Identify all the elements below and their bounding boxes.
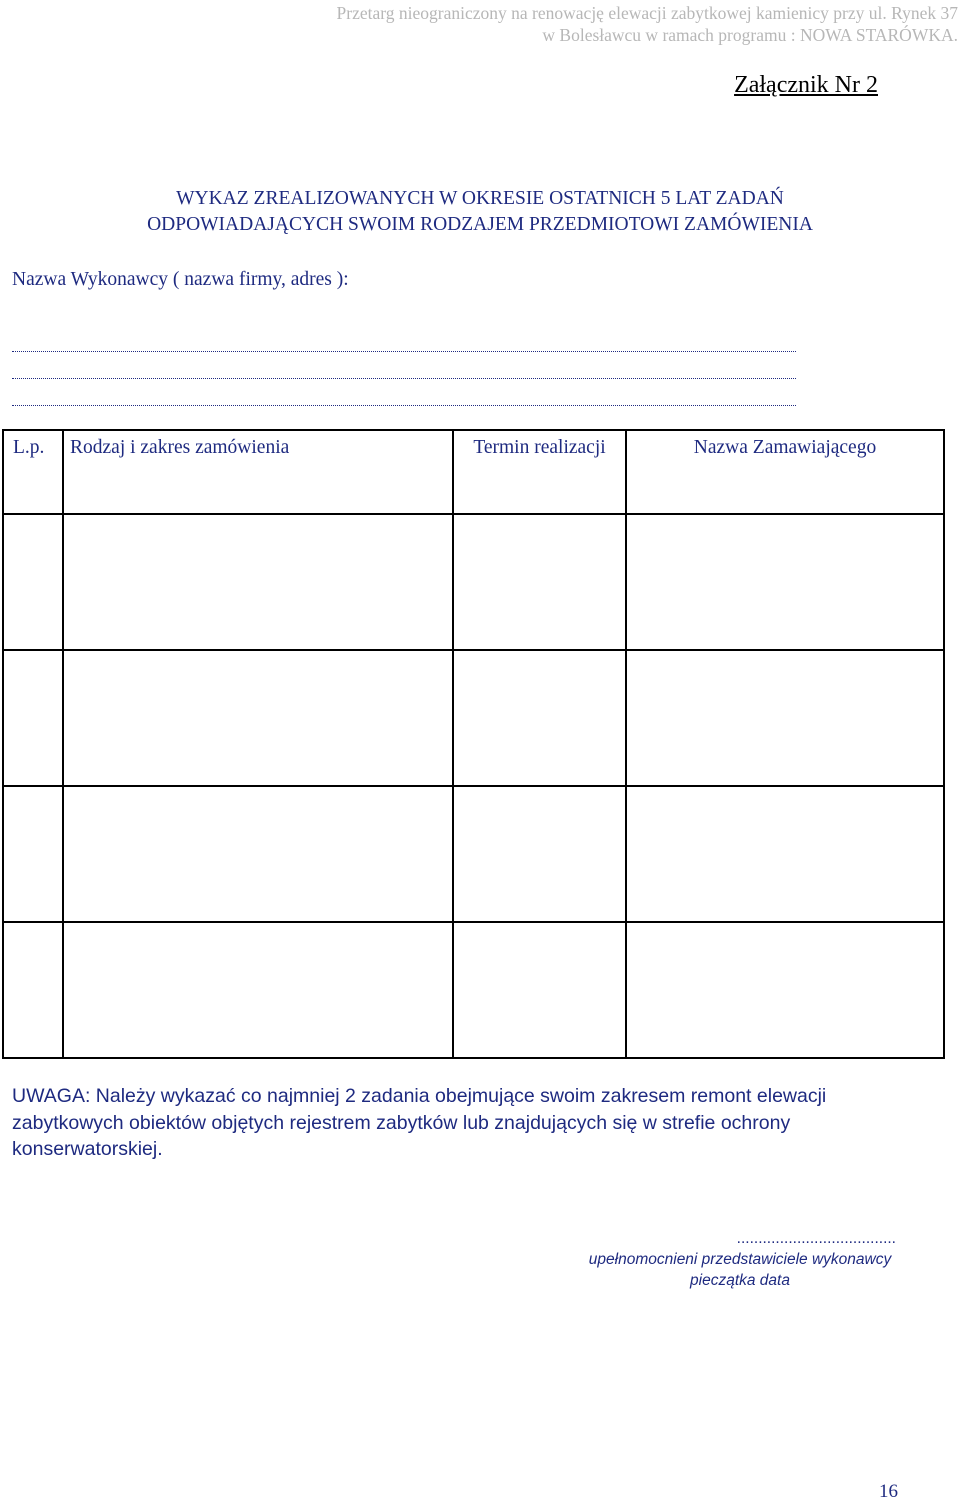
table-header-row: [3, 430, 944, 514]
cell-scope[interactable]: [63, 650, 453, 786]
column-header-scope: Rodzaj i zakres zamówienia: [63, 430, 453, 514]
cell-lp[interactable]: [3, 922, 63, 1058]
requirement-note: [12, 1083, 932, 1163]
cell-client[interactable]: [626, 922, 944, 1058]
form-title-line-1: WYKAZ ZREALIZOWANYCH W OKRESIE OSTATNICH 5 LAT ZADAŃ: [176, 188, 784, 209]
stamp-date-caption: pieczątka data: [690, 1272, 790, 1289]
cell-client[interactable]: [626, 514, 944, 650]
cell-client[interactable]: [626, 786, 944, 922]
cell-client[interactable]: [626, 650, 944, 786]
table-row: [3, 786, 944, 922]
column-header-client: Nazwa Zamawiającego: [626, 430, 944, 514]
signature-block: [560, 1228, 920, 1291]
contractor-fill-lines: [12, 325, 796, 406]
signature-line[interactable]: .....................................: [736, 1230, 896, 1247]
table-row: [3, 650, 944, 786]
contractor-fill-line[interactable]: [12, 325, 796, 352]
signature-caption: upełnomocnieni przedstawiciele wykonawcy: [588, 1251, 892, 1268]
column-header-lp: L.p.: [3, 430, 63, 514]
note-line-1: UWAGA: Należy wykazać co najmniej 2 zadania obejmujące swoim zakresem remont elewacji: [12, 1085, 827, 1107]
cell-deadline[interactable]: [453, 786, 626, 922]
cell-scope[interactable]: [63, 786, 453, 922]
cell-scope[interactable]: [63, 922, 453, 1058]
header-line-2: w Bolesławcu w ramach programu : NOWA STARÓWKA.: [542, 25, 958, 45]
table-row: [3, 514, 944, 650]
form-title-line-2: ODPOWIADAJĄCYCH SWOIM RODZAJEM PRZEDMIOTOWI ZAMÓWIENIA: [147, 214, 813, 235]
attachment-label: Załącznik Nr 2: [734, 72, 878, 98]
cell-lp[interactable]: [3, 514, 63, 650]
completed-works-table: [2, 429, 945, 1059]
cell-lp[interactable]: [3, 650, 63, 786]
contractor-name-label: Nazwa Wykonawcy ( nazwa firmy, adres ):: [12, 269, 349, 290]
cell-deadline[interactable]: [453, 650, 626, 786]
page-number: 16: [879, 1481, 898, 1502]
cell-scope[interactable]: [63, 514, 453, 650]
cell-deadline[interactable]: [453, 514, 626, 650]
cell-lp[interactable]: [3, 786, 63, 922]
note-line-2: zabytkowych obiektów objętych rejestrem zabytków lub znajdujących się w strefie ochrony: [12, 1111, 791, 1134]
form-title: [0, 186, 960, 238]
running-header: [198, 2, 958, 46]
header-line-1: Przetarg nieograniczony na renowację elewacji zabytkowej kamienicy przy ul. Rynek 37: [336, 3, 958, 23]
contractor-fill-line[interactable]: [12, 352, 796, 379]
column-header-deadline: Termin realizacji: [453, 430, 626, 514]
note-line-3: konserwatorskiej.: [12, 1138, 163, 1160]
table-row: [3, 922, 944, 1058]
contractor-fill-line[interactable]: [12, 379, 796, 406]
cell-deadline[interactable]: [453, 922, 626, 1058]
